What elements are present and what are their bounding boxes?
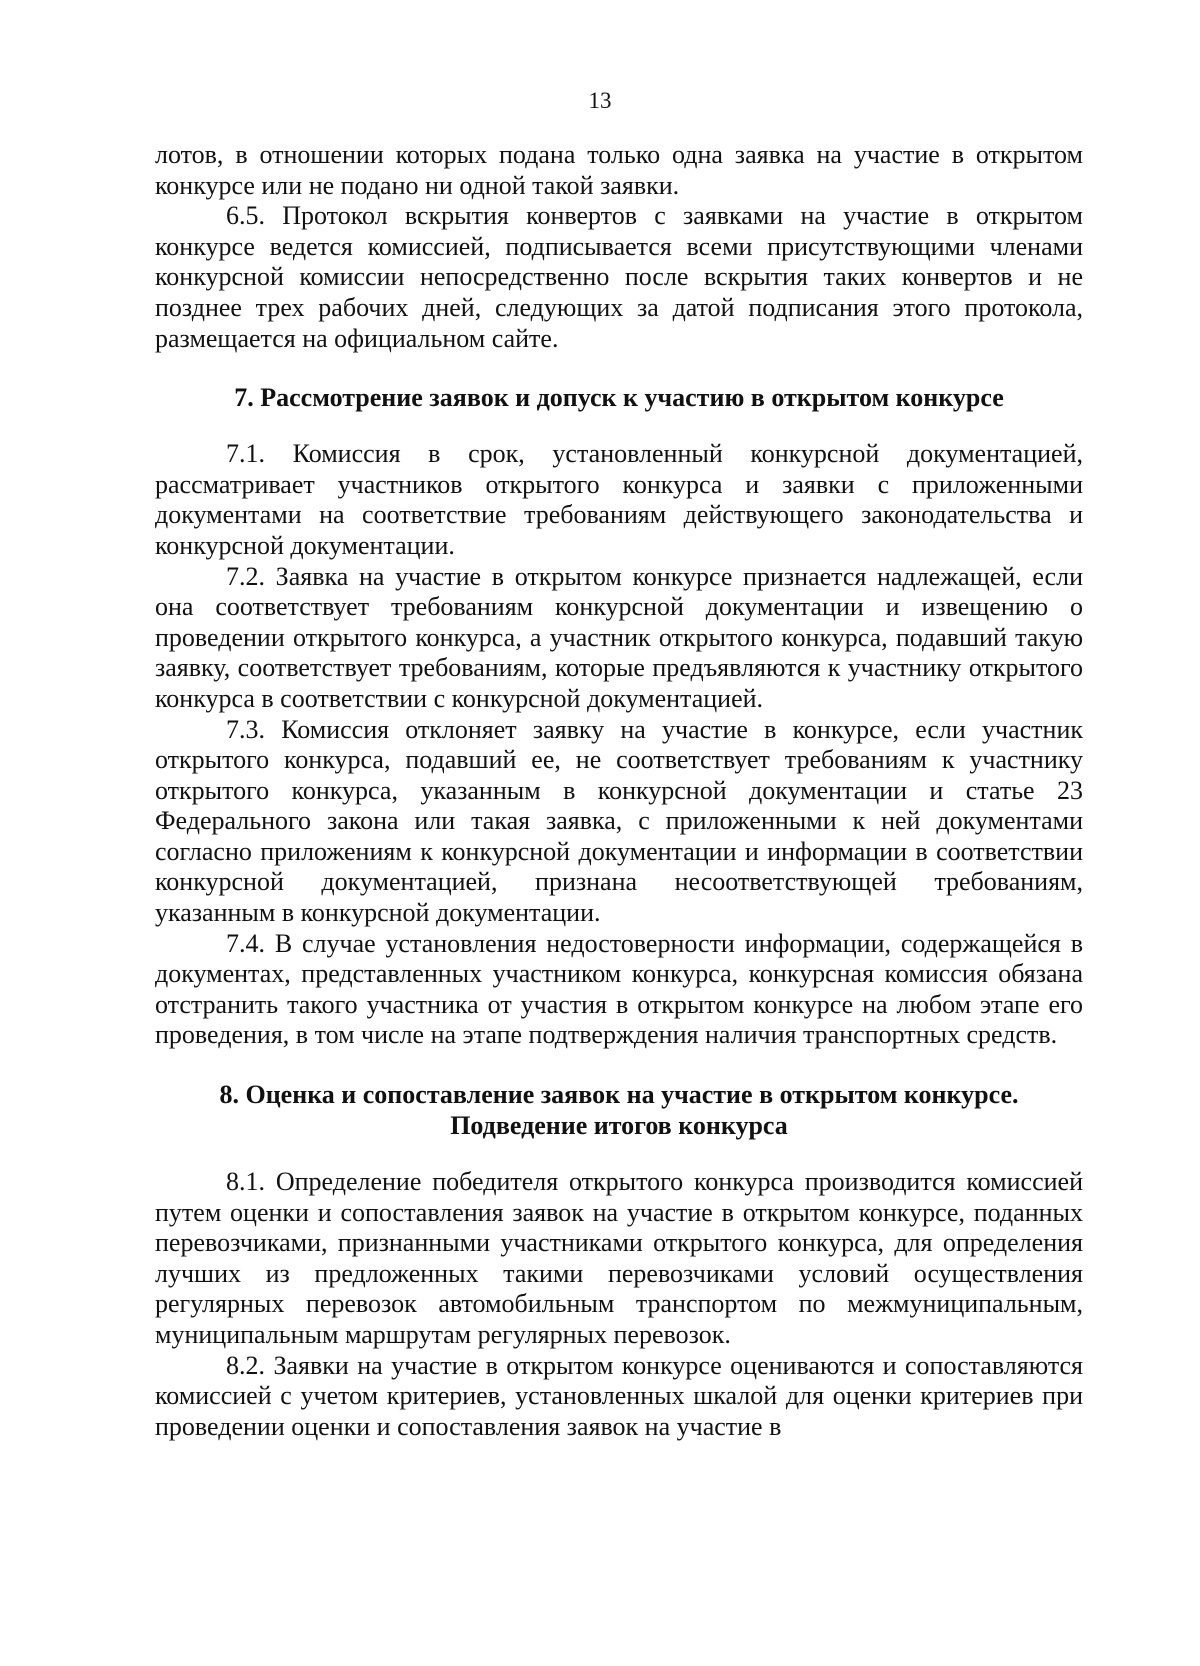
- paragraph-7-4: 7.4. В случае установления недостоверности информации, содержащейся в документах, представленных участником конкурса, конкурсная комиссия обязана отстранить такого участника от участия в открытом конкурсе на любом этапе его проведения, в том числе на этапе подтверждения наличия транспортных средств.: [155, 928, 1083, 1050]
- section-7-heading: 7. Рассмотрение заявок и допуск к участию в открытом конкурсе: [234, 383, 1004, 413]
- paragraph-7-2: 7.2. Заявка на участие в открытом конкурсе признается надлежащей, если она соответствует требованиям конкурсной документации и извещению о проведении открытого конкурса, а участник открытого конкурса, подавший такую заявку, соответствует требованиям, которые предъявляются к участнику открытого конкурса в соответствии с конкурсной документацией.: [155, 561, 1083, 713]
- paragraph-7-1: 7.1. Комиссия в срок, установленный конкурсной документацией, рассматривает участников открытого конкурса и заявки с приложенными документами на соответствие требованиям действующего законодательства и конкурсной документации.: [155, 439, 1083, 560]
- section-8-heading-line2: Подведение итогов конкурса: [450, 1111, 788, 1141]
- section-8-heading-line1: 8. Оценка и сопоставление заявок на участие в открытом конкурсе.: [219, 1080, 1019, 1110]
- paragraph-8-1: 8.1. Определение победителя открытого конкурса производится комиссией путем оценки и сопоставления заявок на участие в открытом конкурсе, поданных перевозчиками, признанными участниками открытого конкурса, для определения лучших из предложенных такими перевозчиками условий осуществления регулярных перевозок автомобильным транспортом по межмуниципальным, муниципальным маршрутам регулярных перевозок.: [155, 1167, 1083, 1349]
- paragraph-continuation: лотов, в отношении которых подана только одна заявка на участие в открытом конкурсе или не подано ни одной такой заявки.: [155, 140, 1083, 200]
- paragraph-8-2: 8.2. Заявки на участие в открытом конкурсе оцениваются и сопоставляются комиссией с учетом критериев, установленных шкалой для оценки критериев при проведении оценки и сопоставления заявок на участие в: [155, 1350, 1083, 1441]
- document-body: [155, 140, 1083, 1442]
- paragraph-7-3: 7.3. Комиссия отклоняет заявку на участие в конкурсе, если участник открытого конкурса, подавший ее, не соответствует требованиям к участнику открытого конкурса, указанным в конкурсной документации и статье 23 Федерального закона или такая заявка, с приложенными к ней документами согласно приложениям к конкурсной документации и информации в соответствии конкурсной документацией, признана несоответствующей требованиям, указанным в конкурсной документации.: [155, 714, 1083, 928]
- paragraph-6-5: 6.5. Протокол вскрытия конвертов с заявками на участие в открытом конкурсе ведется комиссией, подписывается всеми присутствующими членами конкурсной комиссии непосредственно после вскрытия таких конвертов и не позднее трех рабочих дней, следующих за датой подписания этого протокола, размещается на официальном сайте.: [155, 201, 1083, 353]
- page-number: 13: [588, 88, 612, 113]
